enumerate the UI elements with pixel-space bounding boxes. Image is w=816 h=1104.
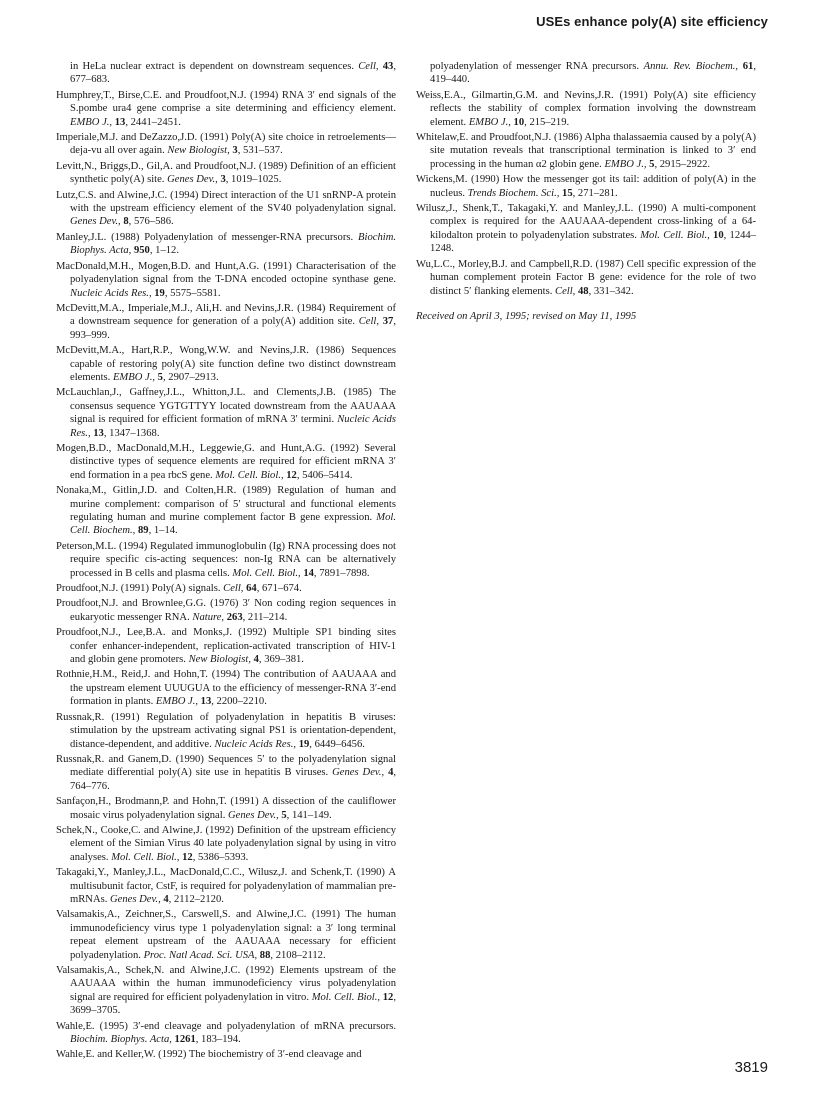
reference-volume: 5 xyxy=(281,809,287,821)
reference-text: McDevitt,M.A., Hart,R.P., Wong,W.W. and Nevins,J.R. (1986) Sequences capable of restoring poly(A) site function define two distinct downstream elements. xyxy=(56,345,396,383)
reference-journal: Genes Dev., xyxy=(70,216,124,228)
reference-pages: , 419–440. xyxy=(430,61,756,86)
reference-text: Whitelaw,E. and Proudfoot,N.J. (1986) Alpha thalassaemia caused by a poly(A) site mutation reveals that transcriptional termination is linked to 3′ end processing in the human α2 globin gene. xyxy=(416,132,756,170)
reference-text: Mogen,B.D., MacDonald,M.H., Leggewie,G. and Hunt,A.G. (1992) Several distinctive types of sequence elements are required for efficient mRNA 3′ end formation in a pea rbcS gene. xyxy=(56,442,396,481)
reference-text: Imperiale,M.J. and DeZazzo,J.D. (1991) Poly(A) site choice in retroelements—deja-vu all over again. xyxy=(56,132,396,157)
reference-volume: 10 xyxy=(713,229,724,241)
reference-journal: Cell, xyxy=(555,285,578,297)
reference-journal: EMBO J., xyxy=(70,116,115,128)
reference-entry xyxy=(56,626,396,666)
reference-text: Sanfaçon,H., Brodmann,P. and Hohn,T. (1991) A dissection of the cauliflower mosaic virus polyadenylation signal. xyxy=(56,796,396,821)
reference-journal: EMBO J., xyxy=(604,158,650,170)
reference-volume: 15 xyxy=(562,187,573,199)
reference-entry xyxy=(56,753,396,793)
reference-text: in HeLa nuclear extract is dependent on downstream sequences. xyxy=(70,61,359,72)
reference-text: Wilusz,J., Shenk,T., Takagaki,Y. and Manley,J.L. (1990) A multi-component complex is required for the AAUAAA-dependent cross-linking of a 64-kilodalton protein to polyadenylation substrates. xyxy=(416,203,756,241)
reference-text: Wahle,E. (1995) 3′-end cleavage and polyadenylation of mRNA precursors. xyxy=(56,1020,396,1032)
reference-volume: 10 xyxy=(513,116,525,128)
reference-volume: 19 xyxy=(298,738,310,750)
reference-pages: , 3699–3705. xyxy=(70,991,396,1017)
reference-entry xyxy=(56,160,396,187)
reference-entry xyxy=(56,60,396,87)
reference-volume: 12 xyxy=(382,991,394,1003)
reference-volume: 950 xyxy=(133,245,150,257)
reference-journal: Nucleic Acids Res., xyxy=(70,287,155,299)
reference-text: Wahle,E. and Keller,W. (1992) The biochemistry of 3′-end cleavage and xyxy=(56,1049,362,1061)
reference-volume: 37 xyxy=(382,316,394,328)
reference-pages: , 369–381. xyxy=(258,654,304,666)
reference-pages: , 1–12. xyxy=(149,245,179,257)
reference-volume: 3 xyxy=(232,145,238,157)
reference-entry xyxy=(56,89,396,129)
reference-volume: 48 xyxy=(577,285,589,297)
reference-entry xyxy=(56,442,396,482)
reference-text: Levitt,N., Briggs,D., Gil,A. and Proudfoot,N.J. (1989) Definition of an efficient synthetic poly(A) site. xyxy=(56,160,396,186)
running-head: USEs enhance poly(A) site efficiency xyxy=(536,14,768,29)
reference-pages: , 271–281. xyxy=(572,187,618,199)
reference-journal: EMBO J., xyxy=(112,371,158,383)
reference-pages: , 993–999. xyxy=(70,316,396,341)
reference-volume: 12 xyxy=(182,851,193,863)
reference-journal: Cell, xyxy=(358,61,383,72)
reference-volume: 88 xyxy=(259,949,271,961)
reference-volume: 5 xyxy=(157,371,163,383)
reference-entry xyxy=(56,260,396,300)
reference-entry xyxy=(56,964,396,1018)
reference-text: Russnak,R. (1991) Regulation of polyadenylation in hepatitis B viruses: stimulation by the upstream activating signal PS1 is orientation-dependent, distance-dependent, and additive. xyxy=(56,711,396,750)
reference-volume: 1261 xyxy=(174,1034,196,1046)
reference-volume: 14 xyxy=(303,567,314,579)
reference-pages: , 1–14. xyxy=(148,525,178,537)
reference-journal: Genes Dev., xyxy=(228,809,282,821)
reference-text: MacDonald,M.H., Mogen,B.D. and Hunt,A.G. (1991) Characterisation of the polyadenylation signal from the T-DNA encoded octopine synthase gene. xyxy=(56,260,396,286)
reference-volume: 13 xyxy=(200,696,212,708)
reference-pages: , 2112–2120. xyxy=(168,893,224,905)
page-number: 3819 xyxy=(734,1059,768,1076)
reference-volume: 64 xyxy=(246,583,257,595)
reference-text: Weiss,E.A., Gilmartin,G.M. and Nevins,J.R. (1991) Poly(A) site efficiency reflects the stability of complex formation involving the downstream element. xyxy=(416,89,756,128)
reference-text: Lutz,C.S. and Alwine,J.C. (1994) Direct interaction of the U1 snRNP-A protein with the upstream efficiency element of the SV40 polyadenylation signal. xyxy=(56,189,396,215)
reference-entry xyxy=(56,131,396,158)
reference-pages: , 211–214. xyxy=(242,611,288,623)
reference-entry xyxy=(416,202,756,256)
reference-journal: Biochim. Biophys. Acta, xyxy=(70,1034,175,1046)
reference-entry xyxy=(56,1048,396,1061)
reference-pages: , 5575–5581. xyxy=(164,287,221,299)
reference-entry xyxy=(56,668,396,708)
reference-pages: , 2907–2913. xyxy=(162,371,219,383)
reference-volume: 61 xyxy=(742,61,754,72)
reference-pages: , 215–219. xyxy=(524,116,570,128)
reference-volume: 13 xyxy=(93,427,104,439)
reference-journal: Genes Dev., xyxy=(110,893,164,905)
reference-journal: Cell, xyxy=(358,316,383,328)
reference-pages: , 764–776. xyxy=(70,767,397,792)
reference-volume: 19 xyxy=(154,287,165,299)
reference-pages: , 2200–2210. xyxy=(211,696,267,708)
reference-entry xyxy=(56,189,396,229)
reference-pages: , 2441–2451. xyxy=(125,116,181,128)
reference-journal: Biochim. Biophys. Acta, xyxy=(70,231,396,257)
reference-pages: , 671–674. xyxy=(256,583,302,595)
reference-text: Nonaka,M., Gitlin,J.D. and Colten,H.R. (1989) Regulation of human and murine complement: comparison of 5′ structural and functional elements regulating human and murine complement factor B gene expression. xyxy=(56,485,396,523)
reference-journal: Mol. Cell. Biochem., xyxy=(70,512,396,537)
reference-entry xyxy=(56,597,396,624)
reference-entry xyxy=(416,60,756,87)
reference-journal: Genes Dev., xyxy=(332,767,389,779)
reference-text: Schek,N., Cooke,C. and Alwine,J. (1992) Definition of the upstream efficiency element of the Simian Virus 40 late polyadenylation signal by using in vitro analyses. xyxy=(56,824,396,863)
reference-entry xyxy=(56,824,396,864)
reference-entry xyxy=(56,302,396,342)
reference-journal: Mol. Cell. Biol., xyxy=(640,229,714,241)
reference-journal: Nature, xyxy=(192,611,227,623)
reference-text: Proudfoot,N.J. and Brownlee,G.G. (1976) 3′ Non coding region sequences in eukaryotic messenger RNA. xyxy=(56,598,396,623)
reference-text: Peterson,M.L. (1994) Regulated immunoglobulin (Ig) RNA processing does not require specific cis-acting sequences: non-Ig RNA can be alternatively processed in B cells and plasma cells. xyxy=(56,540,396,579)
references-list-right xyxy=(416,60,756,298)
reference-journal: Annu. Rev. Biochem., xyxy=(643,61,743,72)
reference-volume: 4 xyxy=(253,654,259,666)
reference-entry xyxy=(416,131,756,171)
reference-entry xyxy=(56,1020,396,1047)
reference-entry xyxy=(56,866,396,906)
reference-journal: Cell, xyxy=(223,583,247,595)
reference-journal: EMBO J., xyxy=(468,116,514,128)
reference-text: Takagaki,Y., Manley,J.L., MacDonald,C.C., Wilusz,J. and Schenk,T. (1990) A multisubunit factor, CstF, is required for polyadenylation of mammalian pre-mRNAs. xyxy=(56,867,396,905)
reference-pages: , 5406–5414. xyxy=(296,469,353,481)
reference-pages: , 677–683. xyxy=(70,61,396,86)
reference-entry xyxy=(416,173,756,200)
reference-journal: Mol. Cell. Biol., xyxy=(311,991,383,1003)
received-date: Received on April 3, 1995; revised on May 11, 1995 xyxy=(416,310,637,322)
reference-entry xyxy=(56,711,396,751)
reference-journal: Proc. Natl Acad. Sci. USA, xyxy=(143,949,260,961)
reference-pages: , 2915–2922. xyxy=(654,158,711,170)
reference-journal: New Biologist, xyxy=(167,145,233,157)
reference-text: Russnak,R. and Ganem,D. (1990) Sequences 5′ to the polyadenylation signal mediate differential poly(A) site use in hepatitis B viruses. xyxy=(56,753,396,779)
reference-entry xyxy=(56,344,396,384)
reference-pages: , 1244–1248. xyxy=(430,229,757,255)
reference-text: Rothnie,H.M., Reid,J. and Hohn,T. (1994) The contribution of AAUAAA and the upstream element UUUGUA to the efficiency of messenger-RNA 3′-end formation in plants. xyxy=(56,669,396,708)
reference-text: Humphrey,T., Birse,C.E. and Proudfoot,N.J. (1994) RNA 3′ end signals of the S.pombe ura4 gene comprise a site determining and efficiency element. xyxy=(56,89,396,115)
reference-pages: , 331–342. xyxy=(588,285,634,297)
reference-journal: EMBO J., xyxy=(155,696,201,708)
reference-pages: , 5386–5393. xyxy=(192,851,249,863)
reference-pages: , 6449–6456. xyxy=(309,738,365,750)
reference-pages: , 141–149. xyxy=(286,809,332,821)
reference-text: Valsamakis,A., Zeichner,S., Carswell,S. and Alwine,J.C. (1991) The human immunodeficiency virus type 1 polyadenylation signal: a 3′ long terminal repeat element upstream of the AAUAAA necessary for efficient polyadenylation. xyxy=(56,909,396,961)
reference-journal: New Biologist, xyxy=(188,654,254,666)
reference-entry xyxy=(56,582,396,595)
reference-entry xyxy=(416,258,756,298)
reference-volume: 8 xyxy=(123,216,129,228)
reference-pages: , 1347–1368. xyxy=(103,427,160,439)
reference-text: polyadenylation of messenger RNA precursors. xyxy=(430,61,644,72)
reference-entry xyxy=(56,231,396,258)
reference-text: Proudfoot,N.J., Lee,B.A. and Monks,J. (1992) Multiple SP1 binding sites confer enhancer-independent, replication-activated transcription of HIV-1 and globin gene promoters. xyxy=(56,627,396,666)
reference-entry xyxy=(56,540,396,580)
reference-volume: 43 xyxy=(382,61,394,72)
reference-volume: 89 xyxy=(137,525,149,537)
reference-text: Wickens,M. (1990) How the messenger got its tail: addition of poly(A) in the nucleus. xyxy=(416,174,756,199)
reference-journal: Nucleic Acids Res., xyxy=(214,738,299,750)
reference-volume: 5 xyxy=(649,158,655,170)
reference-volume: 4 xyxy=(388,767,394,779)
references-column-right xyxy=(416,60,756,323)
reference-pages: , 2108–2112. xyxy=(270,949,326,961)
reference-text: Manley,J.L. (1988) Polyadenylation of messenger-RNA precursors. xyxy=(56,231,359,243)
reference-journal: Mol. Cell. Biol., xyxy=(111,851,183,863)
references-column-left xyxy=(56,60,396,1064)
reference-entry xyxy=(416,89,756,129)
reference-entry xyxy=(56,908,396,962)
reference-pages: , 1019–1025. xyxy=(225,174,282,186)
reference-journal: Trends Biochem. Sci., xyxy=(467,187,563,199)
reference-entry xyxy=(56,484,396,538)
reference-text: McDevitt,M.A., Imperiale,M.J., Ali,H. and Nevins,J.R. (1984) Requirement of a downstream sequence for generation of a poly(A) addition site. xyxy=(56,302,396,328)
reference-pages: , 576–586. xyxy=(128,216,174,228)
reference-pages: , 531–537. xyxy=(237,145,283,157)
reference-journal: Mol. Cell. Biol., xyxy=(232,567,304,579)
reference-volume: 13 xyxy=(114,116,126,128)
reference-volume: 4 xyxy=(163,893,169,905)
reference-pages: , 7891–7898. xyxy=(313,567,370,579)
reference-volume: 12 xyxy=(286,469,297,481)
reference-entry xyxy=(56,795,396,822)
reference-volume: 263 xyxy=(226,611,243,623)
reference-pages: , 183–194. xyxy=(195,1034,241,1046)
reference-text: Valsamakis,A., Schek,N. and Alwine,J.C. (1992) Elements upstream of the AAUAAA within the human immunodeficiency virus polyadenylation signal are required for efficient polyadenylation in vitro. xyxy=(56,965,396,1003)
reference-text: Wu,L.C., Morley,B.J. and Campbell,R.D. (1987) Cell specific expression of the human complement protein Factor B gene: evidence for the role of two distinct 5′ flanking elements. xyxy=(416,258,756,297)
reference-text: Proudfoot,N.J. (1991) Poly(A) signals. xyxy=(56,583,224,595)
reference-entry xyxy=(56,386,396,440)
reference-journal: Nucleic Acids Res., xyxy=(70,414,396,439)
reference-journal: Genes Dev., xyxy=(167,174,221,186)
reference-journal: Mol. Cell. Biol., xyxy=(215,469,287,481)
reference-volume: 3 xyxy=(220,174,226,186)
reference-text: McLauchlan,J., Gaffney,J.L., Whitton,J.L. and Clements,J.B. (1985) The consensus sequence YGTGTTYY located downstream from the AAUAAA signal is required for efficient formation of mRNA 3′ termini. xyxy=(56,387,396,426)
